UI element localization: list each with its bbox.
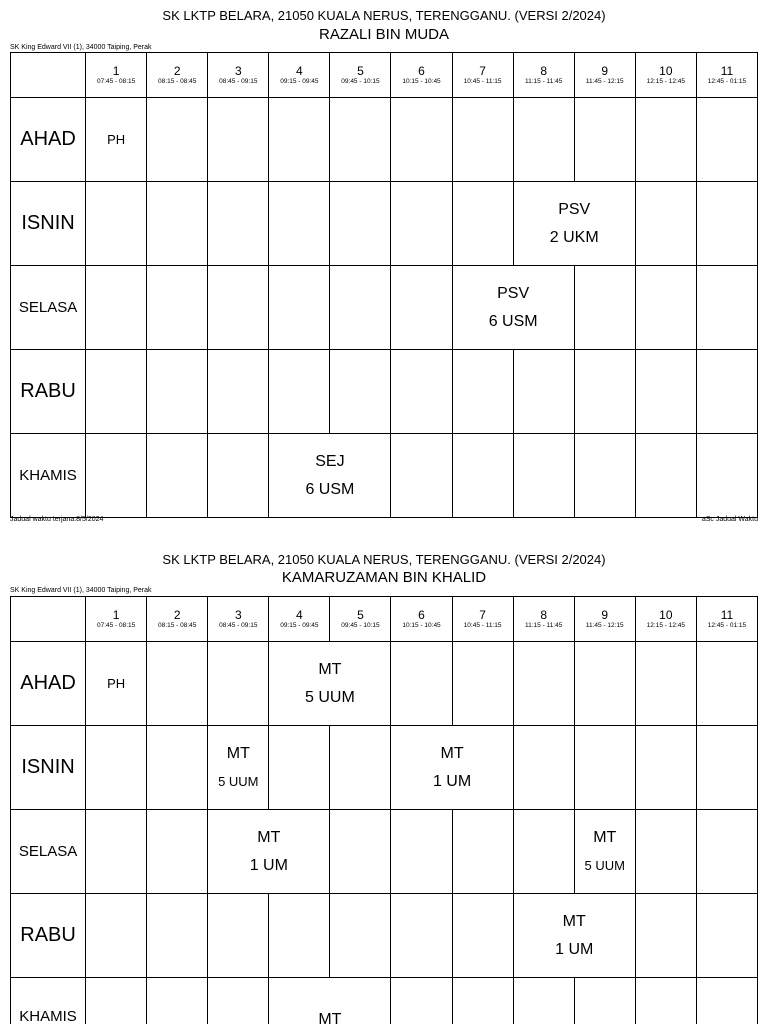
lesson-cell: SEJ 6 USM — [269, 434, 391, 518]
day-row-isnin — [11, 726, 758, 810]
period-header-row — [11, 53, 758, 98]
school-address: SK King Edward VII (1), 34000 Taiping, Perak — [10, 587, 152, 594]
teacher-name: RAZALI BIN MUDA — [318, 26, 450, 43]
empty-cell — [86, 434, 147, 518]
empty-cell — [391, 182, 452, 266]
day-label: RABU — [11, 894, 86, 978]
empty-cell — [574, 98, 635, 182]
empty-cell — [452, 810, 513, 894]
empty-cell — [86, 350, 147, 434]
empty-cell — [330, 98, 391, 182]
empty-cell — [269, 98, 330, 182]
period-header: 3 08:45 - 09:15 — [208, 597, 269, 642]
lesson-cell: PH — [86, 642, 147, 726]
corner-cell — [11, 597, 86, 642]
period-header: 9 11:45 - 12:15 — [574, 597, 635, 642]
timetable-grid — [10, 596, 758, 1024]
period-header: 3 08:45 - 09:15 — [208, 53, 269, 98]
empty-cell — [391, 642, 452, 726]
empty-cell — [635, 642, 696, 726]
generated-date: Jadual waktu terjana:8/5/2024 — [10, 516, 104, 523]
empty-cell — [147, 350, 208, 434]
lesson-cell: MT 1 UM — [391, 726, 513, 810]
empty-cell — [208, 350, 269, 434]
empty-cell — [635, 810, 696, 894]
empty-cell — [86, 810, 147, 894]
empty-cell — [696, 726, 757, 810]
corner-cell — [11, 53, 86, 98]
period-header: 8 11:15 - 11:45 — [513, 597, 574, 642]
empty-cell — [452, 894, 513, 978]
period-header: 5 09:45 - 10:15 — [330, 597, 391, 642]
empty-cell — [696, 642, 757, 726]
lesson-cell: PSV 2 UKM — [513, 182, 635, 266]
empty-cell — [452, 182, 513, 266]
empty-cell — [391, 434, 452, 518]
empty-cell — [635, 978, 696, 1024]
empty-cell — [696, 182, 757, 266]
school-address: SK King Edward VII (1), 34000 Taiping, Perak — [10, 44, 152, 51]
empty-cell — [147, 266, 208, 350]
teacher-name: KAMARUZAMAN BIN KHALID — [281, 569, 487, 586]
timetable-kamaruzaman — [10, 545, 758, 1024]
empty-cell — [513, 726, 574, 810]
empty-cell — [574, 350, 635, 434]
day-row-rabu — [11, 350, 758, 434]
period-header: 4 09:15 - 09:45 — [269, 53, 330, 98]
day-row-ahad — [11, 98, 758, 182]
empty-cell — [452, 434, 513, 518]
empty-cell — [696, 810, 757, 894]
day-row-isnin — [11, 182, 758, 266]
empty-cell — [696, 978, 757, 1024]
lesson-cell: PSV 6 USM — [452, 266, 574, 350]
period-header: 5 09:45 - 10:15 — [330, 53, 391, 98]
empty-cell — [452, 350, 513, 434]
empty-cell — [86, 266, 147, 350]
period-header: 11 12:45 - 01:15 — [696, 53, 757, 98]
empty-cell — [86, 726, 147, 810]
day-label: SELASA — [11, 810, 86, 894]
day-label: ISNIN — [11, 182, 86, 266]
empty-cell — [391, 810, 452, 894]
empty-cell — [208, 894, 269, 978]
empty-cell — [208, 182, 269, 266]
day-row-khamis — [11, 978, 758, 1024]
empty-cell — [574, 434, 635, 518]
empty-cell — [635, 98, 696, 182]
empty-cell — [147, 726, 208, 810]
empty-cell — [696, 894, 757, 978]
empty-cell — [574, 642, 635, 726]
day-label: RABU — [11, 350, 86, 434]
empty-cell — [513, 642, 574, 726]
day-label: ISNIN — [11, 726, 86, 810]
empty-cell — [269, 182, 330, 266]
empty-cell — [269, 894, 330, 978]
empty-cell — [696, 350, 757, 434]
empty-cell — [574, 726, 635, 810]
empty-cell — [86, 978, 147, 1024]
empty-cell — [391, 266, 452, 350]
day-label: SELASA — [11, 266, 86, 350]
lesson-cell: MT — [269, 978, 391, 1024]
empty-cell — [635, 894, 696, 978]
empty-cell — [208, 266, 269, 350]
day-label: KHAMIS — [11, 978, 86, 1024]
school-header: SK LKTP BELARA, 21050 KUALA NERUS, TERENGGANU. (VERSI 2/2024) — [162, 8, 606, 23]
empty-cell — [330, 266, 391, 350]
empty-cell — [147, 182, 208, 266]
empty-cell — [330, 182, 391, 266]
software-credit: aSc Jadual Waktu — [701, 516, 758, 523]
empty-cell — [574, 978, 635, 1024]
period-header: 9 11:45 - 12:15 — [574, 53, 635, 98]
empty-cell — [391, 98, 452, 182]
empty-cell — [696, 98, 757, 182]
day-label: AHAD — [11, 98, 86, 182]
period-header-row — [11, 597, 758, 642]
period-header: 11 12:45 - 01:15 — [696, 597, 757, 642]
timetable-razali — [10, 0, 758, 530]
empty-cell — [86, 182, 147, 266]
empty-cell — [330, 726, 391, 810]
period-header: 1 07:45 - 08:15 — [86, 597, 147, 642]
empty-cell — [391, 350, 452, 434]
empty-cell — [635, 182, 696, 266]
period-header: 6 10:15 - 10:45 — [391, 597, 452, 642]
empty-cell — [330, 810, 391, 894]
empty-cell — [635, 726, 696, 810]
empty-cell — [269, 726, 330, 810]
period-header: 7 10:45 - 11:15 — [452, 53, 513, 98]
lesson-cell: MT 5 UUM — [269, 642, 391, 726]
empty-cell — [269, 266, 330, 350]
empty-cell — [147, 434, 208, 518]
empty-cell — [147, 810, 208, 894]
empty-cell — [574, 266, 635, 350]
period-header: 4 09:15 - 09:45 — [269, 597, 330, 642]
empty-cell — [147, 978, 208, 1024]
empty-cell — [696, 266, 757, 350]
empty-cell — [513, 98, 574, 182]
day-row-selasa — [11, 266, 758, 350]
empty-cell — [452, 642, 513, 726]
empty-cell — [330, 894, 391, 978]
day-row-selasa — [11, 810, 758, 894]
period-header: 10 12:15 - 12:45 — [635, 53, 696, 98]
empty-cell — [635, 266, 696, 350]
empty-cell — [513, 350, 574, 434]
period-header: 1 07:45 - 08:15 — [86, 53, 147, 98]
lesson-cell: MT 1 UM — [513, 894, 635, 978]
empty-cell — [391, 894, 452, 978]
empty-cell — [696, 434, 757, 518]
empty-cell — [269, 350, 330, 434]
school-header: SK LKTP BELARA, 21050 KUALA NERUS, TERENGGANU. (VERSI 2/2024) — [162, 552, 606, 567]
period-header: 7 10:45 - 11:15 — [452, 597, 513, 642]
day-row-ahad — [11, 642, 758, 726]
empty-cell — [147, 98, 208, 182]
empty-cell — [391, 978, 452, 1024]
lesson-cell: PH — [86, 98, 147, 182]
empty-cell — [330, 350, 391, 434]
period-header: 8 11:15 - 11:45 — [513, 53, 574, 98]
empty-cell — [86, 894, 147, 978]
empty-cell — [208, 98, 269, 182]
empty-cell — [452, 98, 513, 182]
empty-cell — [208, 978, 269, 1024]
timetable-grid — [10, 52, 758, 518]
lesson-cell: MT 5 UUM — [574, 810, 635, 894]
empty-cell — [452, 978, 513, 1024]
day-row-rabu — [11, 894, 758, 978]
empty-cell — [513, 978, 574, 1024]
lesson-cell: MT 5 UUM — [208, 726, 269, 810]
lesson-cell: MT 1 UM — [208, 810, 330, 894]
day-row-khamis — [11, 434, 758, 518]
day-label: KHAMIS — [11, 434, 86, 518]
empty-cell — [513, 434, 574, 518]
period-header: 2 08:15 - 08:45 — [147, 597, 208, 642]
empty-cell — [147, 642, 208, 726]
empty-cell — [635, 350, 696, 434]
empty-cell — [208, 642, 269, 726]
empty-cell — [208, 434, 269, 518]
period-header: 10 12:15 - 12:45 — [635, 597, 696, 642]
empty-cell — [513, 810, 574, 894]
empty-cell — [635, 434, 696, 518]
empty-cell — [147, 894, 208, 978]
period-header: 6 10:15 - 10:45 — [391, 53, 452, 98]
day-label: AHAD — [11, 642, 86, 726]
period-header: 2 08:15 - 08:45 — [147, 53, 208, 98]
